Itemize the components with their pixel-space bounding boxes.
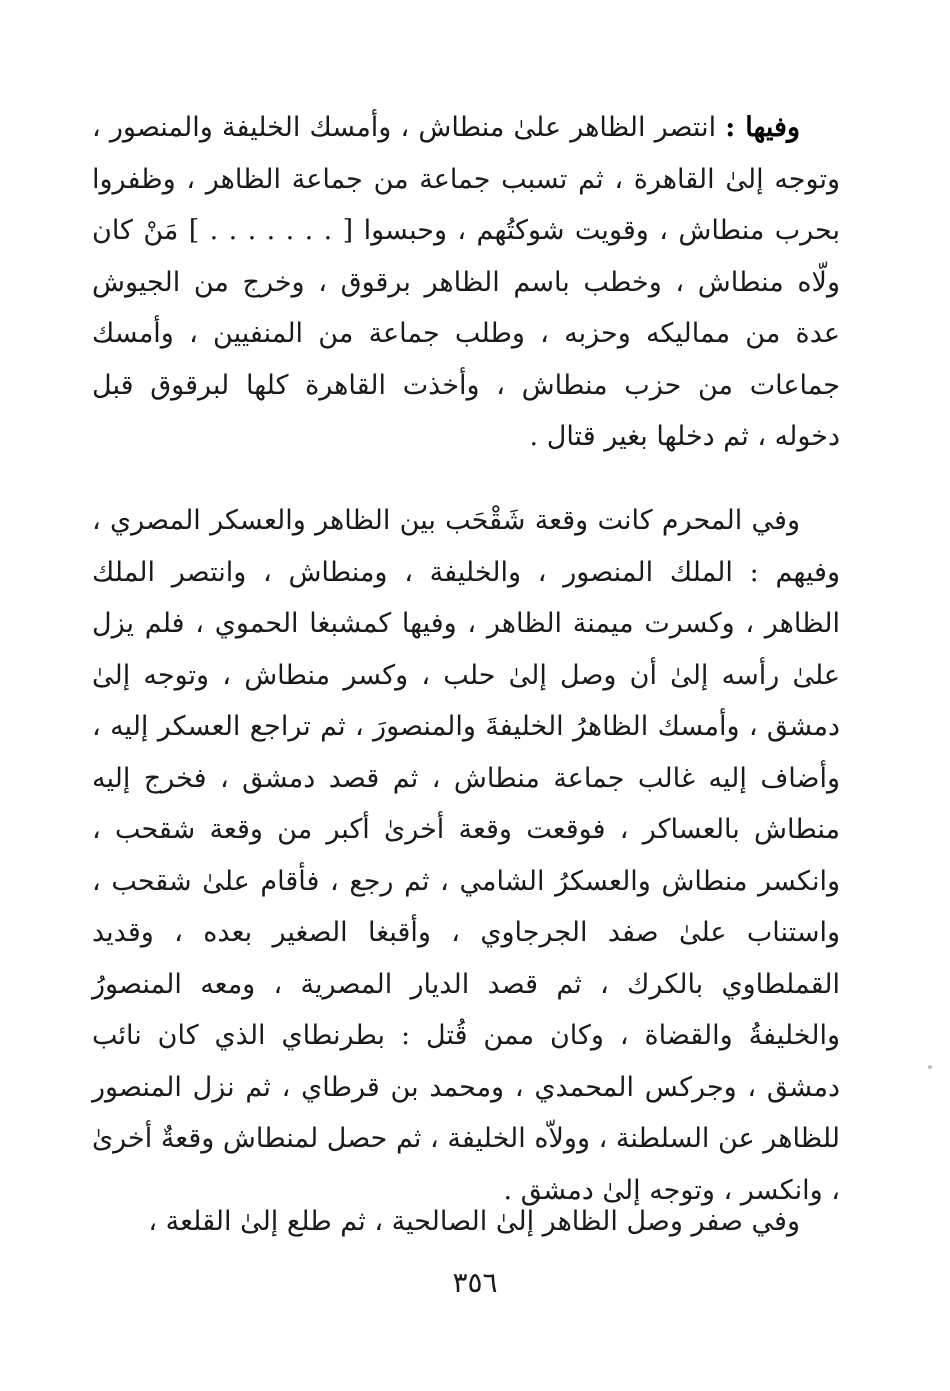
paragraph-3 — [92, 1196, 840, 1248]
paragraph-1-body — [92, 102, 840, 463]
paragraph-3-text: وفي صفر وصل الظاهر إلىٰ الصالحية ، ثم طلع إلىٰ القلعة ، — [148, 1206, 800, 1237]
page-number: ٣٥٦ — [452, 1266, 498, 1299]
scan-speck-mark — [928, 1065, 932, 1069]
paragraph-2-text: وفي المحرم كانت وقعة شَقْحَب بين الظاهر والعسكر المصري ، وفيهم : الملك المنصور ، والخليفة ، ومنطاش ، وانتصر الملك الظاهر ، وكسرت ميمنة الظاهر ، وفيها كمشبغا الحموي ، فلم يزل علىٰ رأسه إلىٰ أن وصل إلىٰ حلب ، وكسر منطاش ، وتوجه إلىٰ دمشق ، وأمسك الظاهرُ الخليفةَ والمنصورَ ، ثم تراجع العسكر إليه ، وأضاف إليه غالب جماعة منطاش ، ثم قصد دمشق ، فخرج إليه منطاش بالعساكر ، فوقعت وقعة أخرىٰ أكبر من وقعة شقحب ، وانكسر منطاش والعسكرُ الشامي ، ثم رجع ، فأقام علىٰ شقحب ، واستناب علىٰ صفد الجرجاوي ، وأقبغا الصغير بعده ، وقديد القملطاوي بالكرك ، ثم قصد الديار المصرية ، ومعه المنصورُ والخليفةُ والقضاة ، وكان ممن قُتل : بطرنطاي الذي كان نائب دمشق ، وجركس المحمدي ، ومحمد بن قرطاي ، ثم نزل المنصور للظاهر عن السلطنة ، وولاّه الخليفة ، ثم حصل لمنطاش وقعةٌ أخرىٰ ، وانكسر ، وتوجه إلىٰ دمشق . — [92, 505, 840, 1206]
paragraph-1 — [92, 102, 840, 463]
paragraph-2 — [92, 495, 840, 1216]
paragraph-lead: وفيها : — [725, 112, 800, 143]
paragraph-1-text: انتصر الظاهر علىٰ منطاش ، وأمسك الخليفة والمنصور ، وتوجه إلىٰ القاهرة ، ثم تسبب جماعة من جماعة الظاهر ، وظفروا بحرب منطاش ، وقويت شوكتُهم ، وحبسوا [ . . . . . . . ] مَنْ كان ولّاه منطاش ، وخطب باسم الظاهر برقوق ، وخرج من الجيوش عدة من مماليكه وحزبه ، وطلب جماعة من المنفيين ، وأمسك جماعات من حزب منطاش ، وأخذت القاهرة كلها لبرقوق قبل دخوله ، ثم دخلها بغير قتال . — [92, 112, 840, 452]
